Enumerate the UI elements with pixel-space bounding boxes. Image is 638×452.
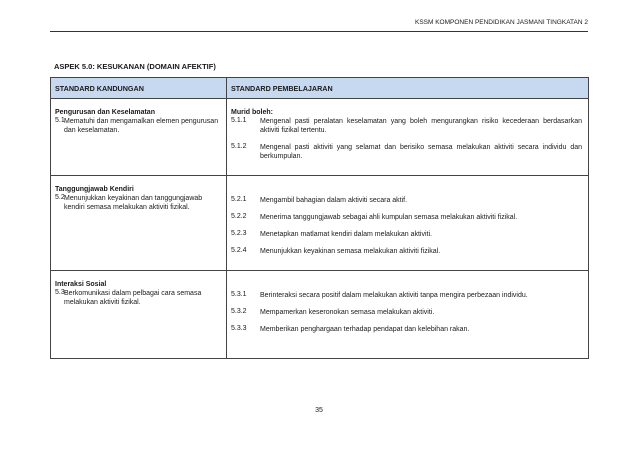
- document-header: KSSM KOMPONEN PENDIDIKAN JASMANI TINGKATAN 2: [414, 19, 588, 26]
- standard-text: Berkomunikasi dalam pelbagai cara semasa melakukan aktiviti fizikal.: [64, 290, 202, 306]
- table-row: [51, 99, 589, 176]
- standard-number: 5.2: [55, 194, 65, 201]
- content-standard-cell: [51, 176, 227, 271]
- item-number: 5.3.3: [231, 325, 247, 332]
- standards-table: [50, 77, 589, 359]
- item-number: 5.1.1: [231, 117, 247, 124]
- section-title: ASPEK 5.0: KESUKANAN (DOMAIN AFEKTIF): [54, 62, 216, 71]
- item-text: Menetapkan matlamat kendiri dalam melakukan aktiviti.: [260, 231, 432, 238]
- table-row: [51, 176, 589, 271]
- standard-text: Menunjukkan keyakinan dan tanggungjawab kendiri semasa melakukan aktiviti fizikal.: [64, 195, 203, 211]
- content-standard-cell: [51, 99, 227, 176]
- content-standard-title: Interaksi Sosial: [55, 281, 107, 288]
- content-standard-title: Tanggungjawab Kendiri: [55, 186, 134, 193]
- learning-standard-item: [231, 230, 582, 239]
- item-text: Mengenal pasti peralatan keselamatan yang boleh mengurangkan risiko kecederaan berdasarkan aktiviti fizikal tertentu.: [260, 118, 582, 134]
- learning-standard-item: [231, 143, 582, 161]
- item-number: 5.2.3: [231, 230, 247, 237]
- column-header-standard-kandungan: STANDARD KANDUNGAN: [51, 78, 227, 99]
- item-number: 5.2.2: [231, 213, 247, 220]
- learning-standard-item: [231, 247, 582, 256]
- learning-standard-item: [231, 196, 582, 205]
- content-standard-item: [55, 117, 224, 135]
- learning-standard-cell: [227, 99, 589, 176]
- item-number: 5.2.1: [231, 196, 247, 203]
- item-text: Mengenal pasti aktiviti yang selamat dan berisiko semasa melakukan aktiviti secara individu dan berkumpulan.: [260, 144, 582, 160]
- item-text: Mempamerkan keseronokan semasa melakukan aktiviti.: [260, 309, 435, 316]
- page-number: 35: [315, 407, 323, 414]
- table-row: [51, 271, 589, 359]
- content-standard-item: [55, 289, 224, 307]
- item-text: Mengambil bahagian dalam aktiviti secara aktif.: [260, 197, 408, 204]
- column-header-standard-pembelajaran: STANDARD PEMBELAJARAN: [227, 78, 589, 99]
- learning-standard-item: [231, 291, 582, 300]
- standard-text: Mematuhi dan mengamalkan elemen pengurusan dan keselamatan.: [64, 118, 219, 134]
- item-number: 5.3.2: [231, 308, 247, 315]
- learning-standard-item: [231, 325, 582, 334]
- learning-standard-item: [231, 117, 582, 135]
- content-standard-title: Pengurusan dan Keselamatan: [55, 109, 155, 116]
- content-standard-cell: [51, 271, 227, 359]
- content-standard-item: [55, 194, 224, 212]
- standard-number: 5.1: [55, 117, 65, 124]
- item-number: 5.3.1: [231, 291, 247, 298]
- learning-standard-cell: [227, 271, 589, 359]
- item-number: 5.2.4: [231, 247, 247, 254]
- item-text: Berinteraksi secara positif dalam melakukan aktiviti tanpa mengira perbezaan individu.: [260, 292, 528, 299]
- standard-number: 5.3: [55, 289, 65, 296]
- item-text: Menerima tanggungjawab sebagai ahli kumpulan semasa melakukan aktiviti fizikal.: [260, 214, 518, 221]
- header-divider: [50, 31, 588, 32]
- learning-standard-intro: Murid boleh:: [231, 109, 273, 116]
- item-text: Menunjukkan keyakinan semasa melakukan aktiviti fizikal.: [260, 248, 441, 255]
- learning-standard-item: [231, 308, 582, 317]
- table-header-row: [51, 78, 589, 99]
- learning-standard-cell: [227, 176, 589, 271]
- item-text: Memberikan penghargaan terhadap pendapat dan kelebihan rakan.: [260, 326, 470, 333]
- item-number: 5.1.2: [231, 143, 247, 150]
- learning-standard-item: [231, 213, 582, 222]
